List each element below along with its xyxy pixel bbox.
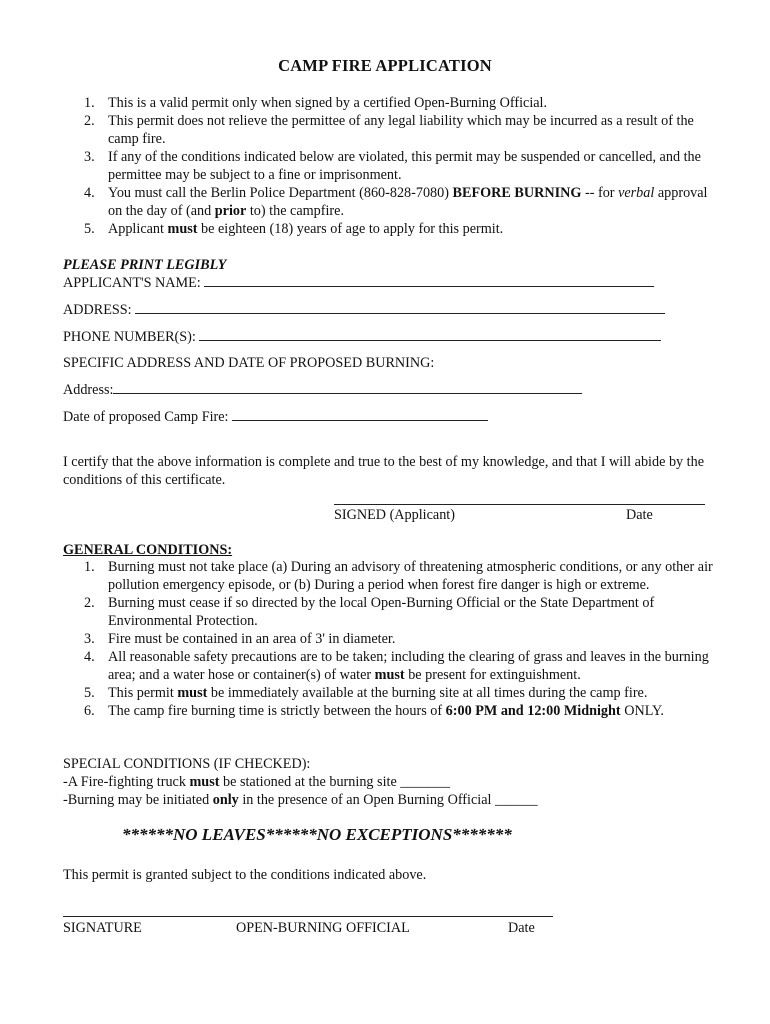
list-item: 5. Applicant must be eighteen (18) years of age to apply for this permit. xyxy=(84,221,504,237)
list-item: 3. Fire must be contained in an area of 3' in diameter. xyxy=(84,631,396,647)
official-date-label: Date xyxy=(508,920,535,936)
phone-field[interactable] xyxy=(199,328,661,341)
applicant-signature-line[interactable] xyxy=(334,504,705,505)
list-item: 3. If any of the conditions indicated below are violated, this permit may be suspended or cancelled, and the permittee may be subject to a fine or imprisonment. xyxy=(84,149,701,183)
phone-row xyxy=(63,328,661,346)
specific-heading: SPECIFIC ADDRESS AND DATE OF PROPOSED BURNING: xyxy=(63,355,435,371)
list-item: 6. The camp fire burning time is strictly between the hours of 6:00 PM and 12:00 Midnight ONLY. xyxy=(84,703,664,719)
list-item: 2. Burning must cease if so directed by the local Open-Burning Official or the State Department of Environmental Protection. xyxy=(84,595,655,629)
intro-list xyxy=(84,94,714,238)
applicant-name-row xyxy=(63,274,654,292)
burn-date-field[interactable] xyxy=(232,408,488,421)
address-label: ADDRESS: xyxy=(63,302,132,318)
list-item: 4. All reasonable safety precautions are to be taken; including the clearing of grass and leaves in the burning area; and a water hose or container(s) of water must be present for extinguishment. xyxy=(84,649,709,683)
burn-address-row xyxy=(63,381,582,399)
special-condition-truck[interactable]: -A Fire-fighting truck must be stationed at the burning site _______ xyxy=(63,774,450,790)
list-item: 1. This is a valid permit only when signed by a certified Open-Burning Official. xyxy=(84,95,548,111)
list-item: 4. You must call the Berlin Police Department (860-828-7080) BEFORE BURNING -- for verbal approval on the day of (and prior to) the campfire. xyxy=(84,185,708,219)
burn-address-label: Address: xyxy=(63,382,114,398)
page-title: CAMP FIRE APPLICATION xyxy=(278,56,492,75)
general-conditions-list xyxy=(84,558,714,720)
special-condition-official[interactable]: -Burning may be initiated only in the presence of an Open Burning Official ______ xyxy=(63,792,538,808)
print-legibly-heading: PLEASE PRINT LEGIBLY xyxy=(63,257,227,273)
address-field[interactable] xyxy=(135,301,665,314)
signature-label: SIGNATURE xyxy=(63,920,142,936)
burn-address-field[interactable] xyxy=(113,381,582,394)
list-item: 2. This permit does not relieve the permittee of any legal liability which may be incurred as a result of the camp fire. xyxy=(84,113,694,147)
special-conditions-heading: SPECIAL CONDITIONS (IF CHECKED): xyxy=(63,756,311,772)
no-leaves-banner: ******NO LEAVES******NO EXCEPTIONS******* xyxy=(122,825,512,844)
list-item: 5. This permit must be immediately available at the burning site at all times during the camp fire. xyxy=(84,685,648,701)
list-item: 1. Burning must not take place (a) During an advisory of threatening atmospheric conditions, or any other air pollution emergency episode, or (b) During a period when forest fire danger is high or extreme. xyxy=(84,559,713,593)
burn-date-row xyxy=(63,408,488,426)
official-signature-line[interactable] xyxy=(63,916,553,917)
open-burning-official-label: OPEN-BURNING OFFICIAL xyxy=(236,920,410,936)
applicant-name-label: APPLICANT'S NAME: xyxy=(63,275,201,291)
general-conditions-heading: GENERAL CONDITIONS: xyxy=(63,542,233,558)
signed-applicant-label: SIGNED (Applicant) xyxy=(334,507,455,523)
applicant-date-label: Date xyxy=(626,507,653,523)
applicant-name-field[interactable] xyxy=(204,274,654,287)
granted-text: This permit is granted subject to the conditions indicated above. xyxy=(63,867,427,883)
phone-label: PHONE NUMBER(S): xyxy=(63,329,196,345)
certify-text: I certify that the above information is complete and true to the best of my knowledge, and that I will abide by the conditions of this certificate. xyxy=(63,454,705,488)
address-row xyxy=(63,301,665,319)
burn-date-label: Date of proposed Camp Fire: xyxy=(63,409,229,425)
